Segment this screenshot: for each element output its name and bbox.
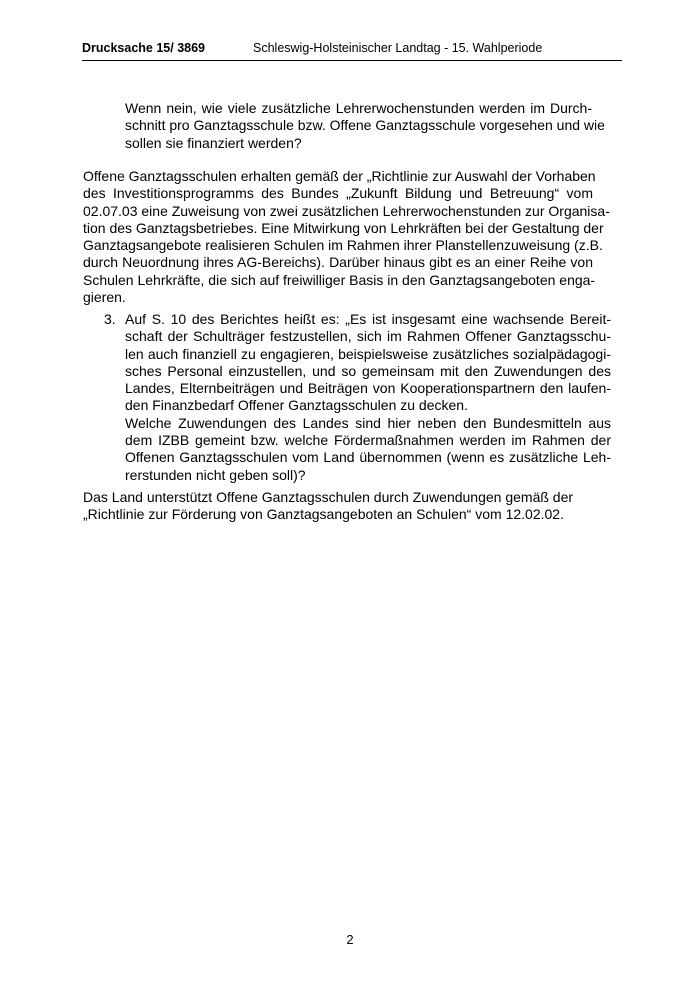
page-header xyxy=(82,40,622,61)
text-line: Welche Zuwendungen des Landes sind hier neben den Bundesmitteln aus xyxy=(125,414,611,431)
text-line: Das Land unterstützt Offene Ganztagsschulen durch Zuwendungen gemäß der xyxy=(83,489,574,505)
text-line: 02.07.03 eine Zuweisung von zwei zusätzlichen Lehrerwochenstunden zur Organisa- xyxy=(83,202,610,219)
text-line: des Investitionsprogramms des Bundes „Zukunft Bildung und Betreuung“ vom xyxy=(83,185,593,202)
text-line: sollen sie finanziert werden? xyxy=(125,134,302,151)
text-line: Auf S. 10 des Berichtes heißt es: „Es ist insgesamt eine wachsende Bereit- xyxy=(125,311,611,327)
answer-2-paragraph xyxy=(83,168,610,306)
text-line: Offenen Ganztagsschulen vom Land übernommen (wenn es zusätzliche Leh- xyxy=(125,449,611,466)
page-number: 2 xyxy=(346,932,354,947)
text-line: Schulen Lehrkräfte, die sich auf freiwilliger Basis in den Ganztagsangeboten enga- xyxy=(83,271,596,288)
text-line: dem IZBB gemeint bzw. welche Fördermaßnahmen werden im Rahmen der xyxy=(125,432,611,449)
answer-3-paragraph xyxy=(83,489,603,524)
text-line: gieren. xyxy=(83,289,126,306)
text-line: Ganztagsangebote realisieren Schulen im Rahmen ihrer Planstellenzuweisung (z.B. xyxy=(83,237,603,254)
text-line: len auch finanziell zu engagieren, beispielsweise zusätzliches sozialpädagogi- xyxy=(125,345,611,362)
text-line: Landes, Elternbeiträgen und Beiträgen von Kooperationspartnern den laufen- xyxy=(125,380,611,397)
document-number: Drucksache 15/ 3869 xyxy=(82,41,206,55)
text-line: tion des Ganztagsbetriebes. Eine Mitwirkung von Lehrkräften bei der Gestaltung der xyxy=(83,219,604,236)
text-line: sches Personal einzustellen, und so gemeinsam mit den Zuwendungen des xyxy=(125,362,611,379)
text-line: schaft der Schulträger festzustellen, sich im Rahmen Offener Ganztagsschu- xyxy=(125,328,611,345)
text-line: den Finanzbedarf Offener Ganztagsschulen zu decken. xyxy=(125,397,468,414)
text-line: „Richtlinie zur Förderung von Ganztagsangeboten an Schulen“ vom 12.02.02. xyxy=(83,506,564,523)
text-line: Wenn nein, wie viele zusätzliche Lehrerwochenstunden werden im Durch- xyxy=(125,100,592,116)
text-line: schnitt pro Ganztagsschule bzw. Offene Ganztagsschule vorgesehen und wie xyxy=(125,117,605,134)
parliament-title: Schleswig-Holsteinischer Landtag - 15. Wahlperiode xyxy=(253,41,543,55)
question-3-number: 3. xyxy=(104,311,116,327)
question-3-text xyxy=(125,311,611,484)
question-2-continuation xyxy=(125,100,605,152)
text-line: Offene Ganztagsschulen erhalten gemäß der „Richtlinie zur Auswahl der Vorhaben xyxy=(83,168,596,184)
text-line: durch Neuordnung ihres AG-Bereichs). Darüber hinaus gibt es an einer Reihe von xyxy=(83,254,593,271)
text-line: rerstunden nicht geben soll)? xyxy=(125,466,306,483)
